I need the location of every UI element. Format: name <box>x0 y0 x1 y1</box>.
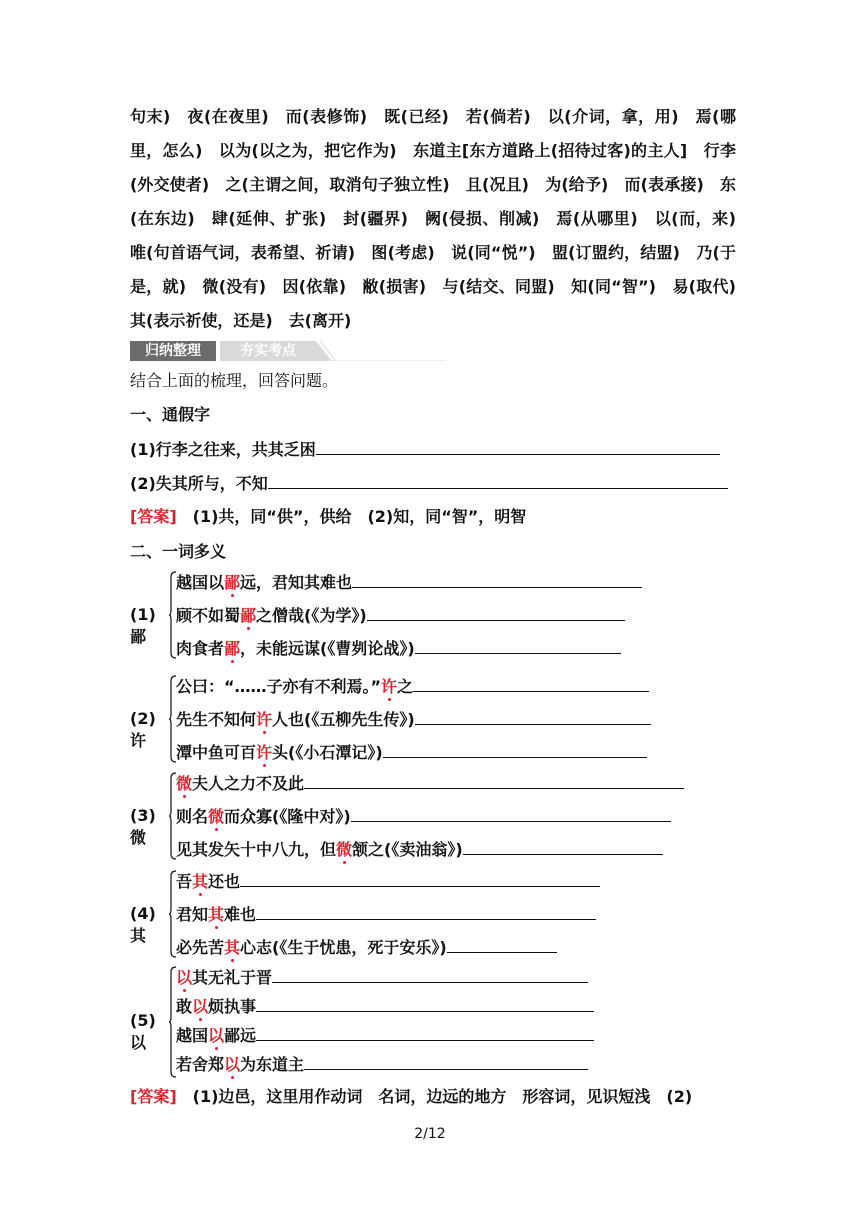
item-text: 失其所与，不知 <box>155 474 268 493</box>
answer-blank[interactable] <box>351 805 671 822</box>
highlighted-char: 以 <box>224 1055 241 1074</box>
highlighted-char: 许 <box>256 710 273 729</box>
answer-blank[interactable] <box>447 936 557 953</box>
group-line: 微夫人之力不及此 <box>176 772 684 795</box>
section1-heading: 一、通假字 <box>130 405 211 424</box>
answer-blank[interactable] <box>413 675 649 692</box>
item-label: (1) <box>130 440 156 459</box>
section1-item-2 <box>130 472 728 495</box>
banner-light-label: 夯实考点 <box>220 341 316 361</box>
group-line: 潭中鱼可百许头(《小石潭记》) <box>176 741 647 764</box>
group-line: 必先苦其心志(《生于忧患，死于安乐》) <box>176 936 557 959</box>
highlighted-char: 许 <box>256 743 273 762</box>
group-line: 吾其还也 <box>176 870 600 893</box>
answer-tag: [答案] <box>130 1087 177 1106</box>
group-line: 公曰：“……子亦有不利焉。”许之 <box>176 675 649 698</box>
highlighted-char: 其 <box>224 938 241 957</box>
group-label: (2)许 <box>130 709 156 750</box>
group-line: 先生不知何许人也(《五柳先生传》) <box>176 708 651 731</box>
answer-blank[interactable] <box>367 604 625 621</box>
group-line: 以其无礼于晋 <box>176 966 588 989</box>
vocab-paragraph: 句末) 夜(在夜里) 而(表修饰) 既(已经) 若(倘若) 以(介词，拿，用) 焉(哪里，怎么) 以为(以之为，把它作为) 东道主[东方道路上(招待过客)的主人] 行李(外交使者) 之(主谓之间，取消句子独立性) 且(况且) 为(给予) 而(表承接) 东(在东边) 肆(延伸、扩张) 封(疆界) 阙(侵损、削减) 焉(从哪里) 以(而，来) 唯(句首语气词，表希望、祈请) 图(考虑) 说(同“悦”) 盟(订盟约，结盟) 乃(于是，就) 微(没有) 因(依靠) 敝(损害) 与(结交、同盟) 知(同“智”) 易(取代) 其(表示祈使，还是) 去(离开) <box>130 107 753 330</box>
answer-blank[interactable] <box>383 741 647 758</box>
item-text: 行李之往来，共其乏困 <box>155 440 316 459</box>
answer-blank[interactable] <box>304 772 684 789</box>
highlighted-char: 鄙 <box>224 573 241 592</box>
group-label: (5)以 <box>130 1011 156 1052</box>
answer-blank[interactable] <box>256 1024 594 1041</box>
group-line: 若舍郑以为东道主 <box>176 1053 588 1076</box>
answer-blank[interactable] <box>415 708 651 725</box>
answer-tag: [答案] <box>130 507 177 526</box>
group-line: 越国以鄙远，君知其难也 <box>176 571 642 594</box>
banner-slash-decoration <box>306 341 446 361</box>
highlighted-char: 以 <box>176 968 193 987</box>
answer-blank[interactable] <box>268 472 728 489</box>
answer-blank[interactable] <box>352 571 642 588</box>
section1-answer <box>130 506 526 528</box>
group-label: (3)微 <box>130 806 156 847</box>
item-label: (2) <box>130 474 156 493</box>
highlighted-char: 微 <box>176 774 193 793</box>
page-number: 2/12 <box>414 1126 446 1142</box>
section2-answer <box>130 1086 692 1108</box>
answer-blank[interactable] <box>415 637 621 654</box>
answer-blank[interactable] <box>272 966 588 983</box>
highlighted-char: 许 <box>381 677 398 696</box>
group-line: 越国以鄙远 <box>176 1024 594 1047</box>
answer-blank[interactable] <box>240 870 600 887</box>
answer-blank[interactable] <box>316 438 720 455</box>
answer-blank[interactable] <box>463 838 663 855</box>
answer-blank[interactable] <box>256 903 596 920</box>
answer-text: (1)共，同“供”，供给 (2)知，同“智”，明智 <box>192 507 527 526</box>
answer-blank[interactable] <box>304 1053 588 1070</box>
intro-text: 结合上面的梳理，回答问题。 <box>130 371 339 390</box>
highlighted-char: 鄙 <box>240 606 257 625</box>
highlighted-char: 微 <box>336 840 353 859</box>
group-line: 顾不如蜀鄙之僧哉(《为学》) <box>176 604 625 627</box>
group-line: 则名微而众寡(《隆中对》) <box>176 805 671 828</box>
banner-dark-label: 归纳整理 <box>130 341 216 361</box>
group-label: (1)鄙 <box>130 605 156 646</box>
section1-item-1 <box>130 438 720 461</box>
group-line: 肉食者鄙，未能远谋(《曹刿论战》) <box>176 637 621 660</box>
group-line: 君知其难也 <box>176 903 596 926</box>
highlighted-char: 微 <box>208 807 225 826</box>
group-line: 敢以烦执事 <box>176 995 594 1018</box>
highlighted-char: 其 <box>208 905 225 924</box>
highlighted-char: 其 <box>192 872 209 891</box>
answer-text: (1)边邑，这里用作动词 名词，边远的地方 形容词，见识短浅 (2) <box>192 1087 693 1106</box>
section2-heading: 二、一词多义 <box>130 542 227 561</box>
group-line: 见其发矢十中八九，但微颔之(《卖油翁》) <box>176 838 663 861</box>
group-label: (4)其 <box>130 904 156 945</box>
answer-blank[interactable] <box>256 995 594 1012</box>
highlighted-char: 鄙 <box>224 639 241 658</box>
highlighted-char: 以 <box>192 997 209 1016</box>
highlighted-char: 以 <box>208 1026 225 1045</box>
